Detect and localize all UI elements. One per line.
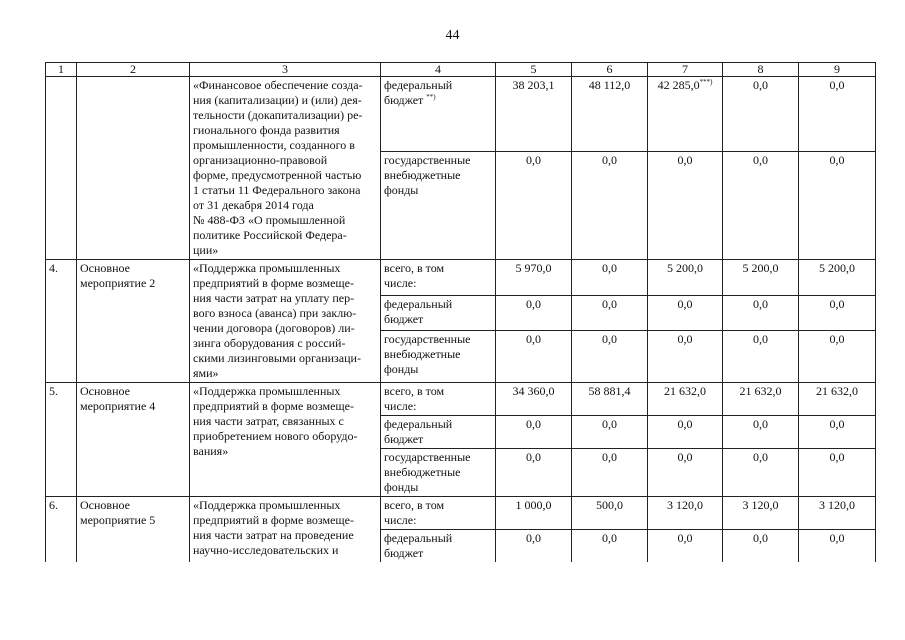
amount-value: 0,0 xyxy=(829,152,845,167)
measure-title: Основное мероприятие 4 xyxy=(77,383,190,497)
column-number-row xyxy=(46,63,876,77)
measure-description: «Финансовое обеспечение созда- ния (капитализации) и (или) дея- тельности (докапитализации) ре- гионального фонда развития промышленности, созданного в организационно-правовой форме, предусмотренной частью 1 статьи 11 Федерального закона от 31 декабря 2014 года № 488-ФЗ «О промышленной политике Российской Федера- ции» xyxy=(190,77,381,260)
funding-table xyxy=(45,62,876,562)
amount-value: 0,0 xyxy=(829,332,845,347)
amount-value: 5 970,0 xyxy=(515,261,552,275)
amount-cell-9 xyxy=(799,530,876,563)
amount-cell-7 xyxy=(648,295,723,331)
amount-value: 0,0 xyxy=(829,450,845,464)
amount-value: 0,0 xyxy=(753,531,768,545)
amount-cell-8 xyxy=(723,530,799,563)
amount-cell-8 xyxy=(723,295,799,331)
amount-cell-6 xyxy=(572,77,648,152)
funding-source xyxy=(381,295,496,331)
amount-value: 34 360,0 xyxy=(512,384,555,398)
funding-source-label: федеральный бюджет xyxy=(384,296,453,326)
amount-cell-9 xyxy=(799,295,876,331)
amount-cell-5 xyxy=(496,260,572,296)
amount-cell-6 xyxy=(572,383,648,416)
amount-cell-7 xyxy=(648,383,723,416)
amount-value: 0,0 xyxy=(526,450,541,464)
amount-cell-6 xyxy=(572,151,648,259)
amount-cell-7 xyxy=(648,331,723,383)
amount-value: 0,0 xyxy=(677,152,693,167)
amount-value: 0,0 xyxy=(829,417,845,431)
funding-source xyxy=(381,331,496,383)
column-header: 2 xyxy=(77,63,190,77)
row-index: 4. xyxy=(46,260,77,383)
amount-value: 0,0 xyxy=(677,332,693,347)
amount-cell-6 xyxy=(572,416,648,449)
funding-source xyxy=(381,530,496,563)
amount-value: 0,0 xyxy=(753,450,768,464)
amount-cell-6 xyxy=(572,449,648,497)
amount-value: 0,0 xyxy=(526,296,541,311)
amount-value: 21 632,0 xyxy=(816,384,858,398)
amount-cell-8 xyxy=(723,151,799,259)
table-row xyxy=(46,260,876,296)
column-header: 7 xyxy=(648,63,723,77)
funding-source-label: федеральный бюджет xyxy=(384,531,453,560)
amount-cell-8 xyxy=(723,383,799,416)
amount-cell-9 xyxy=(799,449,876,497)
measure-title xyxy=(77,77,190,260)
column-header: 6 xyxy=(572,63,648,77)
column-header: 5 xyxy=(496,63,572,77)
amount-cell-7 xyxy=(648,260,723,296)
amount-value: 21 632,0 xyxy=(739,384,782,398)
amount-cell-5 xyxy=(496,295,572,331)
amount-value: 500,0 xyxy=(596,498,623,512)
amount-value: 0,0 xyxy=(602,261,617,275)
amount-value: 5 200,0 xyxy=(819,261,855,275)
table-row xyxy=(46,497,876,530)
table-row xyxy=(46,77,876,152)
amount-cell-9 xyxy=(799,260,876,296)
amount-cell-7 xyxy=(648,151,723,259)
amount-value: 0,0 xyxy=(829,296,845,311)
column-header: 4 xyxy=(381,63,496,77)
funding-source xyxy=(381,77,496,152)
amount-cell-6 xyxy=(572,260,648,296)
amount-cell-5 xyxy=(496,151,572,259)
measure-title: Основное мероприятие 2 xyxy=(77,260,190,383)
amount-value: 0,0 xyxy=(526,152,541,167)
column-header: 3 xyxy=(190,63,381,77)
row-index: 6. xyxy=(46,497,77,563)
row-index xyxy=(46,77,77,260)
amount-cell-6 xyxy=(572,331,648,383)
funding-source xyxy=(381,449,496,497)
amount-cell-7 xyxy=(648,416,723,449)
funding-source xyxy=(381,416,496,449)
row-index: 5. xyxy=(46,383,77,497)
funding-source-label: государственные внебюджетные фонды xyxy=(384,450,471,494)
table-row xyxy=(46,383,876,416)
amount-cell-9 xyxy=(799,416,876,449)
amount-value: 0,0 xyxy=(602,296,617,311)
amount-cell-7 xyxy=(648,530,723,563)
amount-cell-9 xyxy=(799,331,876,383)
amount-cell-5 xyxy=(496,416,572,449)
amount-value: 3 120,0 xyxy=(667,498,703,512)
amount-cell-9 xyxy=(799,383,876,416)
table-body xyxy=(46,77,876,563)
amount-value: 0,0 xyxy=(753,296,768,311)
funding-source-label: всего, в том числе: xyxy=(384,384,445,413)
amount-cell-6 xyxy=(572,497,648,530)
amount-value: 0,0 xyxy=(829,531,845,545)
amount-value: 0,0 xyxy=(602,152,617,167)
amount-cell-9 xyxy=(799,151,876,259)
amount-value: 0,0 xyxy=(602,332,617,347)
amount-cell-8 xyxy=(723,416,799,449)
funding-source-label: всего, в том числе: xyxy=(384,261,445,290)
footnote-mark: **) xyxy=(426,93,436,101)
amount-value: 1 000,0 xyxy=(515,498,552,512)
amount-value: 5 200,0 xyxy=(667,261,703,275)
funding-source-label: федеральный бюджет xyxy=(384,78,453,107)
amount-cell-5 xyxy=(496,449,572,497)
measure-description: «Поддержка промышленных предприятий в форме возмеще- ния части затрат на проведение научно-исследовательских и xyxy=(190,497,381,563)
amount-cell-9 xyxy=(799,77,876,152)
amount-cell-5 xyxy=(496,530,572,563)
amount-value: 38 203,1 xyxy=(512,78,555,92)
amount-value: 0,0 xyxy=(753,332,768,347)
amount-value: 3 120,0 xyxy=(819,498,855,512)
funding-source-label: государственные внебюджетные фонды xyxy=(384,152,471,197)
amount-cell-8 xyxy=(723,77,799,152)
amount-cell-8 xyxy=(723,497,799,530)
amount-value: 0,0 xyxy=(829,78,845,92)
amount-value: 0,0 xyxy=(602,531,617,545)
amount-cell-5 xyxy=(496,331,572,383)
column-header: 8 xyxy=(723,63,799,77)
page-number: 44 xyxy=(445,28,460,43)
amount-value: 58 881,4 xyxy=(588,384,631,398)
amount-value: 0,0 xyxy=(677,417,693,431)
funding-source-label: федеральный бюджет xyxy=(384,417,453,446)
amount-value: 0,0 xyxy=(753,417,768,431)
amount-value: 42 285,0 xyxy=(657,78,700,92)
funding-source xyxy=(381,260,496,296)
amount-cell-7 xyxy=(648,77,723,152)
column-header: 1 xyxy=(46,63,77,77)
amount-cell-8 xyxy=(723,260,799,296)
amount-value: 3 120,0 xyxy=(742,498,779,512)
amount-cell-8 xyxy=(723,449,799,497)
amount-value: 0,0 xyxy=(602,450,617,464)
amount-cell-5 xyxy=(496,383,572,416)
amount-value: 0,0 xyxy=(602,417,617,431)
amount-cell-6 xyxy=(572,530,648,563)
amount-cell-8 xyxy=(723,331,799,383)
amount-cell-6 xyxy=(572,295,648,331)
measure-description: «Поддержка промышленных предприятий в форме возмеще- ния части затрат, связанных с приобретением нового оборудо- вания» xyxy=(190,383,381,497)
amount-value: 0,0 xyxy=(753,78,768,92)
amount-cell-7 xyxy=(648,449,723,497)
amount-cell-5 xyxy=(496,497,572,530)
measure-description: «Поддержка промышленных предприятий в форме возмеще- ния части затрат на уплату пер- вого взноса (аванса) при заклю- чении договора (договоров) ли- зинга оборудования с россий- скими лизинговыми организаци- ями» xyxy=(190,260,381,383)
amount-value: 0,0 xyxy=(526,531,541,545)
amount-value: 5 200,0 xyxy=(742,261,779,275)
funding-source xyxy=(381,151,496,259)
funding-source xyxy=(381,497,496,530)
amount-value: 0,0 xyxy=(677,531,693,545)
amount-value: 0,0 xyxy=(526,332,541,347)
amount-value: 21 632,0 xyxy=(664,384,706,398)
amount-cell-5 xyxy=(496,77,572,152)
measure-title: Основное мероприятие 5 xyxy=(77,497,190,563)
amount-value: 0,0 xyxy=(677,450,693,464)
amount-value: 0,0 xyxy=(753,152,768,167)
funding-source-label: государственные внебюджетные фонды xyxy=(384,332,471,377)
footnote-mark: ***) xyxy=(699,78,713,86)
funding-source xyxy=(381,383,496,416)
amount-value: 48 112,0 xyxy=(588,78,631,92)
amount-value: 0,0 xyxy=(526,417,541,431)
funding-source-label: всего, в том числе: xyxy=(384,498,445,527)
amount-cell-7 xyxy=(648,497,723,530)
amount-value: 0,0 xyxy=(677,296,693,311)
column-header: 9 xyxy=(799,63,876,77)
amount-cell-9 xyxy=(799,497,876,530)
